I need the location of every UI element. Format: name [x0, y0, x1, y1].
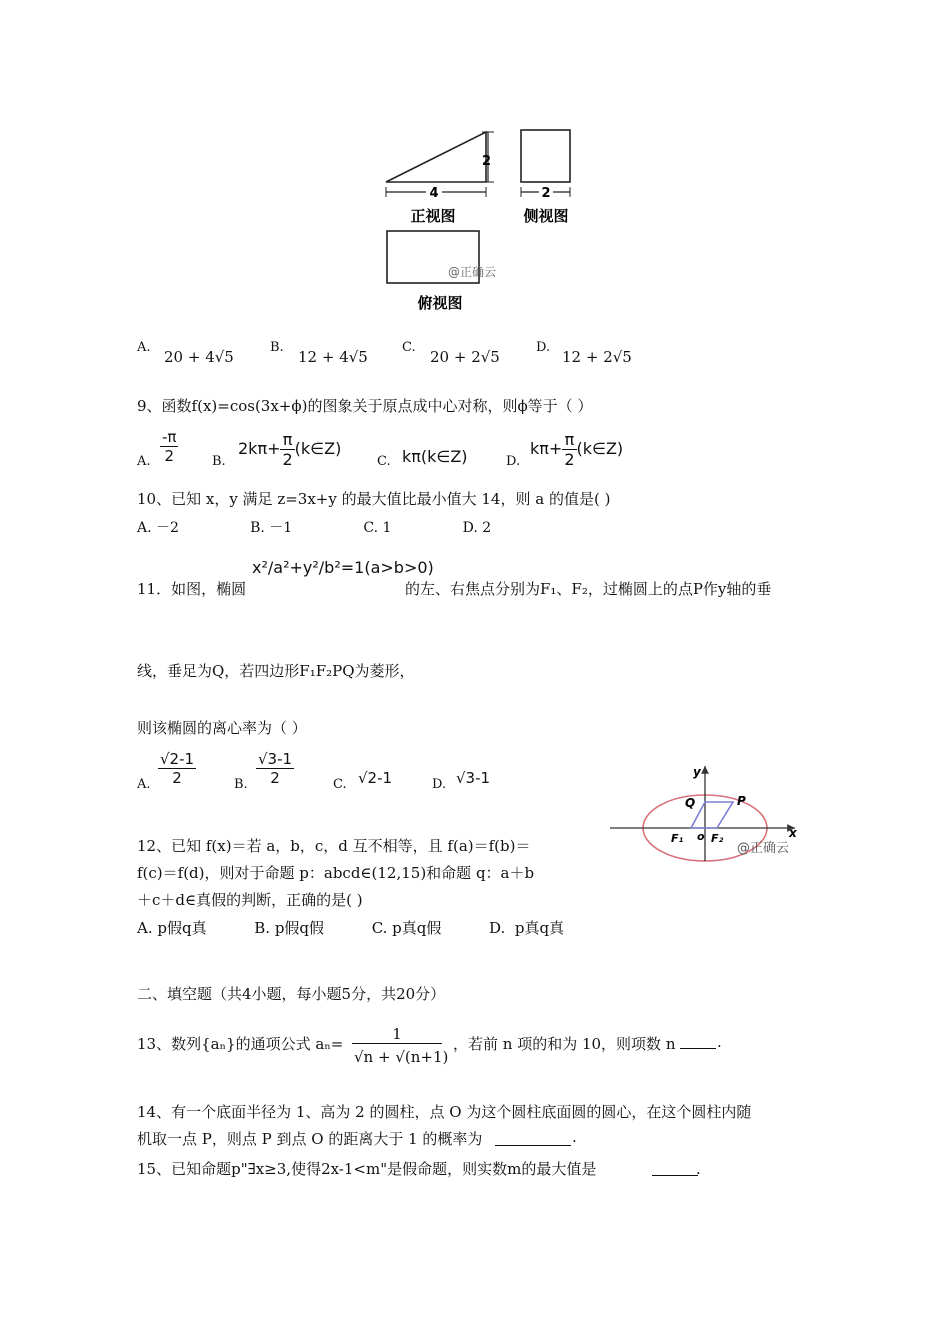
q13-fraction [352, 1025, 449, 1066]
q8-option-a-label: A. [137, 340, 151, 355]
q11-a-den: 2 [172, 769, 182, 787]
q9-b-pre: 2kπ+ [238, 439, 281, 458]
q13-suffix: ，若前 n 项的和为 10，则项数 n [453, 1035, 676, 1053]
q11-line3: 则该椭圆的离心率为（ ） [137, 719, 307, 737]
q13-prefix: 13、数列{aₙ}的通项公式 aₙ= [137, 1035, 344, 1053]
side-view-figure [515, 125, 580, 230]
q14-line2: 机取一点 P，则点 P 到点 O 的距离大于 1 的概率为 [137, 1130, 483, 1148]
q11-a-num: √2-1 [160, 750, 195, 768]
q8-option-b-label: B. [270, 340, 284, 355]
q11-option-c-label: C. [333, 777, 347, 792]
q8-option-c-label: C. [402, 340, 416, 355]
q11-option-a-frac [158, 750, 196, 787]
q9-option-c-value: kπ(k∈Z) [402, 447, 468, 466]
q11-b-num: √3-1 [258, 750, 293, 768]
q15-answer-blank[interactable] [652, 1175, 698, 1176]
q8-option-d-label: D. [536, 340, 551, 355]
q14-answer-blank[interactable] [495, 1145, 571, 1146]
q9-option-b [238, 430, 341, 469]
q9-d-pre: kπ+ [530, 439, 563, 458]
front-width-dim: 4 [429, 186, 439, 201]
top-view [387, 231, 496, 283]
q10-stem: 10、已知 x，y 满足 z=3x+y 的最大值比最小值大 14，则 a 的值是( ) [137, 490, 611, 508]
q14-end: . [572, 1128, 577, 1146]
q9-option-c-label: C. [377, 454, 391, 469]
three-view-figure [378, 125, 528, 315]
q11-line1-rest: 的左、右焦点分别为F₁、F₂，过椭圆上的点P作y轴的垂 [405, 580, 772, 598]
ellipse-figure [605, 760, 815, 865]
q9-stem: 9、函数f(x)=cos(3x+ϕ)的图象关于原点成中心对称，则ϕ等于（ ） [137, 397, 593, 415]
q9-a-den: 2 [164, 447, 174, 465]
rhombus [691, 802, 733, 828]
q9-option-b-label: B. [212, 454, 226, 469]
top-view-label: 俯视图 [417, 294, 463, 312]
point-q-label: Q [685, 796, 696, 810]
q11-option-a-label: A. [137, 777, 151, 792]
watermark: @正确云 [448, 265, 497, 279]
q9-b-post: (k∈Z) [294, 439, 342, 458]
q9-d-den: 2 [564, 450, 575, 469]
focus-f2-label: F₂ [711, 832, 724, 845]
q10-options: A. －2 B. －1 C. 1 D. 2 [137, 520, 492, 536]
front-view-label: 正视图 [410, 207, 456, 225]
q12-line1: 12、已知 f(x)＝若 a，b，c，d 互不相等，且 f(a)＝f(b)＝ [137, 837, 531, 855]
y-axis-label: y [693, 765, 701, 779]
q9-option-a-frac [160, 428, 178, 465]
q11-option-d-value: √3-1 [456, 769, 491, 787]
q13-end: . [717, 1033, 722, 1051]
q15-text: 15、已知命题p"∃x≥3,使得2x-1<m"是假命题，则实数m的最大值是 [137, 1160, 597, 1178]
q11-option-b-label: B. [234, 777, 248, 792]
q12-line2: f(c)＝f(d)，则对于命题 p：abcd∈(12,15)和命题 q：a＋b [137, 864, 535, 882]
side-view-label: 侧视图 [523, 207, 569, 225]
origin-label: o [697, 830, 705, 843]
q9-d-num: π [562, 430, 576, 450]
q13-denominator: √n + √(n+1) [354, 1048, 449, 1066]
q9-option-a-label: A. [137, 454, 151, 469]
q11-option-d-label: D. [432, 777, 447, 792]
q11-line2: 线，垂足为Q，若四边形F₁F₂PQ为菱形， [137, 662, 415, 680]
q9-option-d [530, 430, 623, 469]
q13-numerator: 1 [352, 1025, 442, 1044]
q8-option-b-value: 12 + 4√5 [298, 348, 368, 366]
front-view [386, 132, 494, 201]
section2-title: 二、填空题（共4小题，每小题5分，共20分） [137, 985, 446, 1003]
q8-option-d-value: 12 + 2√5 [562, 348, 632, 366]
side-width-dim: 2 [541, 186, 551, 201]
q12-line3: ＋c＋d∈真假的判断，正确的是( ) [137, 891, 363, 909]
q9-d-post: (k∈Z) [576, 439, 624, 458]
q13-answer-blank[interactable] [680, 1048, 716, 1049]
q11-b-den: 2 [270, 769, 280, 787]
q8-option-a-value: 20 + 4√5 [164, 348, 234, 366]
focus-f1-label: F₁ [671, 832, 684, 845]
q14-line1: 14、有一个底面半径为 1、高为 2 的圆柱，点 O 为这个圆柱底面圆的圆心，在这个圆柱内随 [137, 1103, 752, 1121]
q9-a-num: -π [162, 428, 177, 446]
x-axis-label: x [789, 826, 797, 840]
q8-option-c-value: 20 + 2√5 [430, 348, 500, 366]
q11-prefix: 11．如图，椭圆 [137, 580, 247, 598]
q15-end: . [696, 1160, 701, 1178]
front-height-dim: 2 [482, 154, 492, 169]
q9-b-num: π [280, 430, 294, 450]
q12-options: A. p假q真 B. p假q假 C. p真q假 D. p真q真 [137, 919, 565, 937]
q9-b-den: 2 [282, 450, 293, 469]
q11-option-b-frac [256, 750, 294, 787]
q9-option-d-label: D. [506, 454, 521, 469]
q11-option-c-value: √2-1 [358, 769, 393, 787]
ellipse-watermark: @正确云 [737, 841, 790, 856]
point-p-label: P [737, 794, 746, 808]
q11-ellipse-equation: x²/a²+y²/b²=1(a>b>0) [252, 558, 434, 577]
